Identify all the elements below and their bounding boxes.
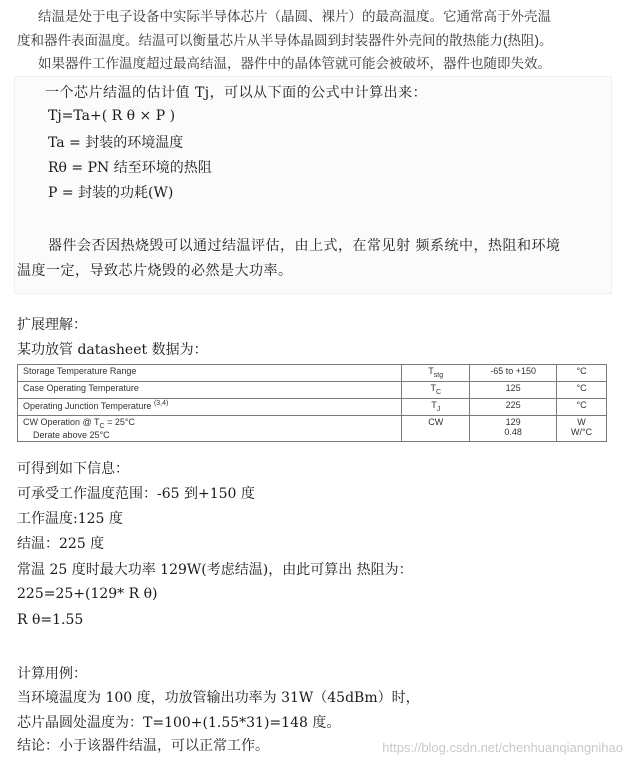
conclusion: 结论：小于该器件结温，可以正常工作。 — [17, 738, 269, 754]
param-cell: CW Operation @ $T_C = 25^\circ C$ Derate above 25°C — [18, 416, 402, 442]
table-row — [18, 365, 607, 382]
param-cell: Case Operating Temperature — [18, 382, 402, 399]
info-line-6: 225=25+(129* R θ) — [17, 586, 158, 602]
table-row — [18, 416, 607, 442]
definition-r-theta: Rθ = PN 结至环境的热阻 — [48, 160, 212, 176]
info-line-1: 可得到如下信息： — [17, 461, 129, 477]
formula: Tj=Ta+( R θ × P ) — [48, 108, 176, 124]
intro-line-2: 度和器件表面温度。结温可以衡量芯片从半导体晶圆到封装器件外壳间的散热能力(热阻)。 — [17, 33, 553, 48]
example-line-2: 芯片晶圆处温度为：T=100+(1.55*31)=148 度。 — [17, 715, 341, 731]
info-line-3: 工作温度:125 度 — [17, 511, 123, 527]
symbol-cell: $T_C$ — [402, 382, 470, 399]
table-row — [18, 399, 607, 416]
value-cell: 225 — [470, 399, 557, 416]
info-line-2: 可承受工作温度范围：-65 到+150 度 — [17, 486, 255, 502]
unit-cell: °C — [557, 399, 607, 416]
param-cell: Storage Temperature Range — [18, 365, 402, 382]
thermal-paragraph-line-1: 器件会否因热烧毁可以通过结温评估，由上式，在常见射 频系统中，热阻和环境 — [48, 238, 561, 254]
table-row — [18, 382, 607, 399]
param-cell: Operating Junction Temperature $^{(3,4)}$ — [18, 399, 402, 416]
unit-cell: °C — [557, 382, 607, 399]
definition-p: P = 封装的功耗(W) — [48, 185, 174, 201]
datasheet-table — [17, 364, 607, 442]
symbol-cell: $T_{stg}$ — [402, 365, 470, 382]
thermal-paragraph-line-2: 温度一定，导致芯片烧毁的必然是大功率。 — [17, 263, 293, 279]
intro-line-3: 如果器件工作温度超过最高结温，器件中的晶体管就可能会被破坏，器件也随即失效。 — [38, 56, 551, 71]
example-line-1: 当环境温度为 100 度，功放管输出功率为 31W（45dBm）时， — [17, 690, 420, 706]
value-cell: -65 to +150 — [470, 365, 557, 382]
symbol-cell: $T_J$ — [402, 399, 470, 416]
info-line-7: R θ=1.55 — [17, 612, 84, 628]
example-heading: 计算用例： — [17, 666, 87, 682]
formula-heading: 一个芯片结温的估计值 Tj，可以从下面的公式中计算出来： — [45, 85, 428, 101]
unit-cell: °C — [557, 365, 607, 382]
unit-cell: W W/°C — [557, 416, 607, 442]
info-line-5: 常温 25 度时最大功率 129W(考虑结温)，由此可算出 热阻为： — [17, 562, 413, 578]
intro-line-1: 结温是处于电子设备中实际半导体芯片（晶圆、裸片）的最高温度。它通常高于外壳温 — [38, 9, 551, 24]
extended-heading: 扩展理解： — [17, 317, 87, 333]
value-cell: 125 — [470, 382, 557, 399]
definition-ta: Ta = 封装的环境温度 — [48, 135, 184, 151]
watermark: https://blog.csdn.net/chenhuanqiangnihao — [382, 740, 623, 755]
symbol-cell: CW — [402, 416, 470, 442]
value-cell: 129 0.48 — [470, 416, 557, 442]
datasheet-intro: 某功放管 datasheet 数据为： — [17, 342, 208, 358]
info-line-4: 结温：225 度 — [17, 536, 105, 552]
